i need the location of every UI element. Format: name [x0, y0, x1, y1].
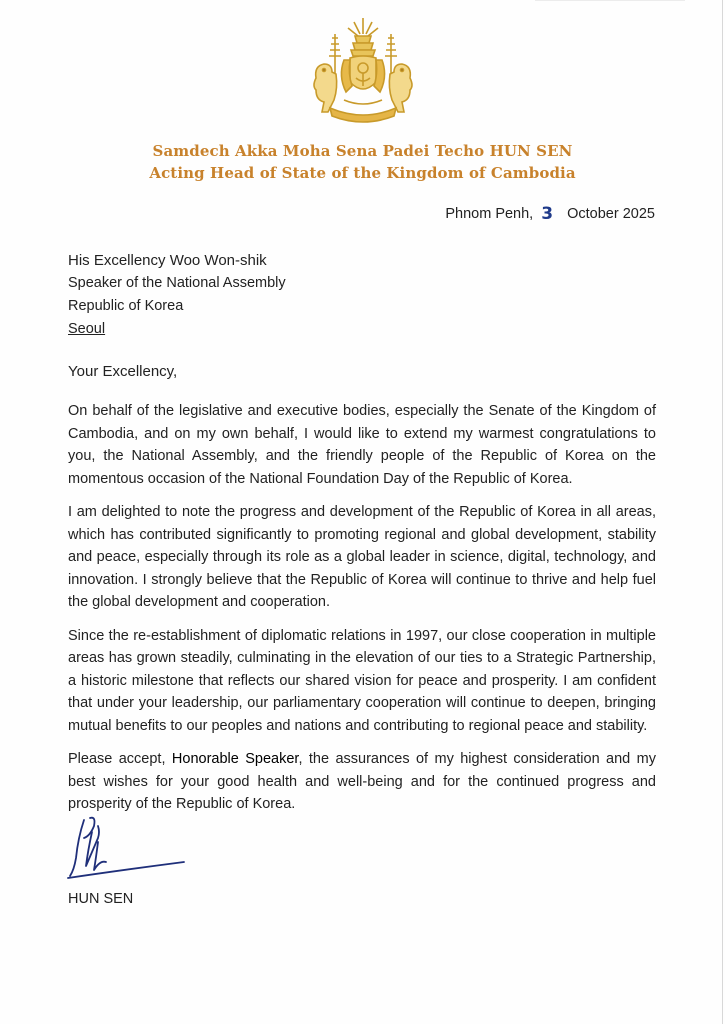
- closing-text-end: , the assurances of my highest consideration and my best wishes for your good health and well-being and for the continued progress and prosperity of the Republic of Korea.: [68, 751, 656, 812]
- dateline: [445, 203, 655, 223]
- addressee-block: [68, 249, 286, 341]
- handwritten-signature-icon: [62, 812, 192, 882]
- addressee-name: His Excellency Woo Won-shik: [68, 252, 267, 269]
- addressee-position: Speaker of the National Assembly: [68, 275, 286, 291]
- letter-body: [68, 400, 656, 827]
- date-day-handwritten: 3: [541, 204, 554, 224]
- salutation: Your Excellency,: [68, 363, 178, 380]
- closing-text-start: Please accept,: [68, 751, 172, 767]
- date-month-year: October 2025: [567, 206, 655, 222]
- royal-arms-of-cambodia-icon: [308, 16, 418, 128]
- signatory-name: HUN SEN: [68, 891, 134, 907]
- letterhead-name: Samdech Akka Moha Sena Padei Techo HUN SEN: [152, 142, 573, 160]
- paragraph-cooperation: Since the re-establishment of diplomatic relations in 1997, our close cooperation in multiple areas has grown steadily, culminating in the elevation of our ties to a Strategic Partnership, a historic milestone that reflects our shared vision for peace and prosperity. I am confident that under your leadership, our parliamentary cooperation will continue to deepen, bringing mutual benefits to our peoples and nations and contributing to regional peace and stability.: [68, 627, 656, 734]
- letterhead-title: Acting Head of State of the Kingdom of Cambodia: [149, 164, 576, 182]
- addressee-city: Seoul: [68, 321, 106, 337]
- addressee-country: Republic of Korea: [68, 298, 184, 314]
- paragraph-progress: I am delighted to note the progress and development of the Republic of Korea in all areas, which has contributed significantly to promoting regional and global development, stability and peace, especially through its role as a global leader in science, digital, technology, and innovation. I strongly believe that the Republic of Korea will continue to thrive and help fuel the global development and cooperation.: [68, 504, 656, 610]
- scan-mark: [535, 0, 685, 1]
- paragraph-closing: [68, 748, 656, 816]
- closing-honorific: Honorable Speaker: [171, 751, 299, 767]
- date-place: Phnom Penh,: [445, 206, 534, 222]
- paragraph-congratulations: On behalf of the legislative and executive bodies, especially the Senate of the Kingdom of Cambodia, and on my own behalf, I would like to extend my warmest congratulations to you, the National Assembly, and the friendly people of the Republic of Korea on the momentous occasion of the National Foundation Day of the Republic of Korea.: [68, 403, 656, 487]
